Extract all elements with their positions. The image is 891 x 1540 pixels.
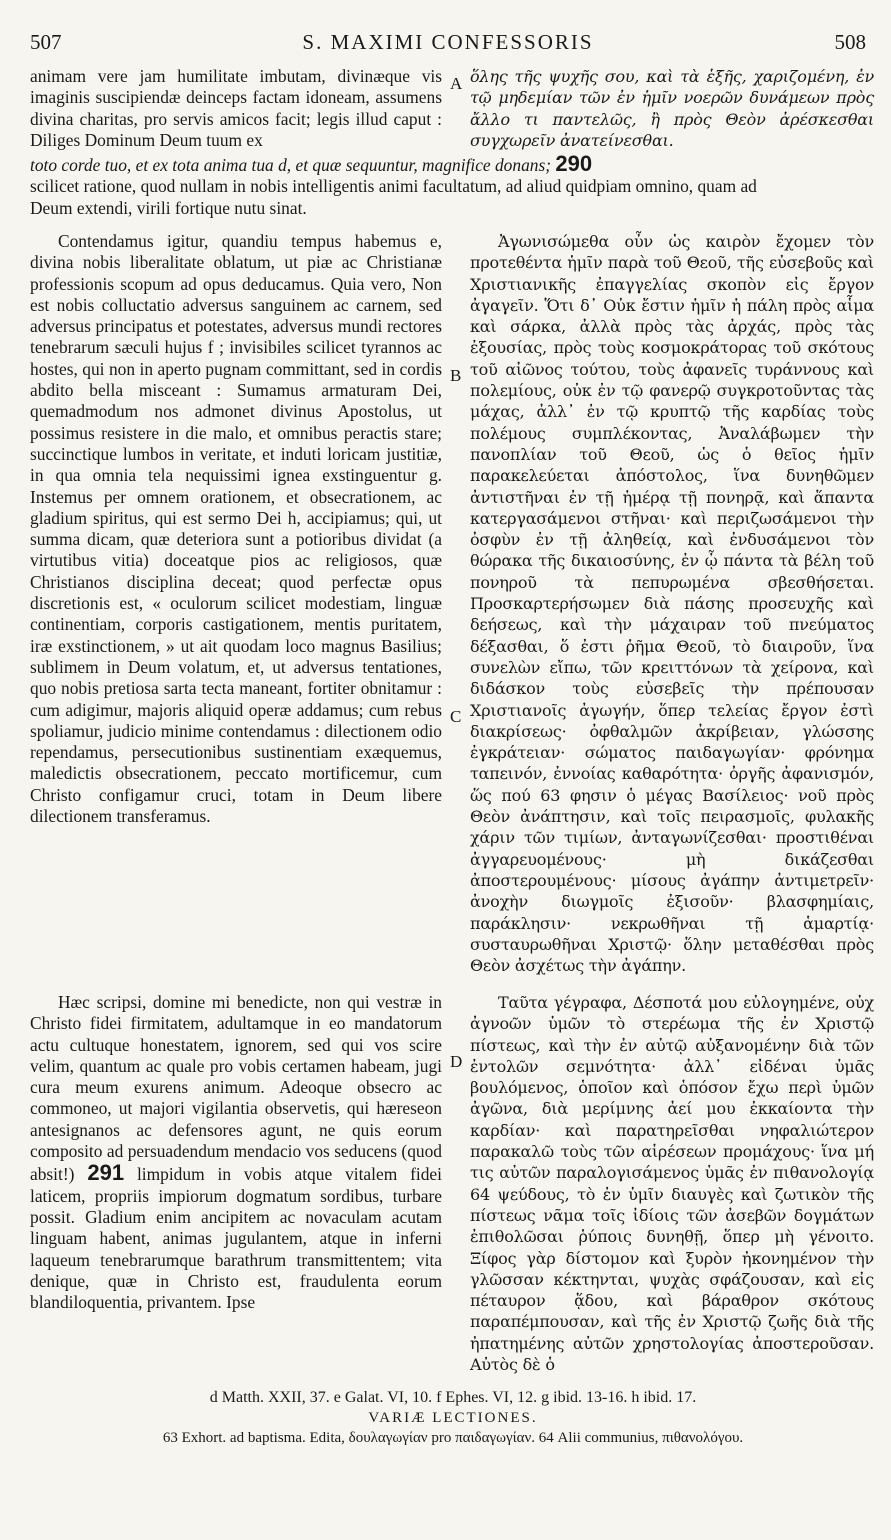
cross-line-1-text: toto corde tuo, et ex tota anima tua d, et quæ sequuntur, magnifice donans;	[30, 155, 552, 175]
greek-paragraph-3	[470, 992, 874, 1375]
variae-lectiones-text: 63 Exhort. ad baptisma. Edita, δουλαγωγίαν pro παιδαγωγίαν. 64 Alii communius, πιθανολόγου.	[162, 1430, 744, 1446]
page-number-right: 508	[834, 30, 866, 54]
page-number-left: 507	[30, 30, 62, 54]
latin-p2-text: Contendamus igitur, quandiu tempus habemus e, divina nobis liberalitate oblatum, ut piæ ac Christianæ professionis scopum ad opus deducamus. Quia vero, Non est nobis colluctatio adversus sanguinem ac carnem, sed adversus principatus et potestates, adversus mundi rectores tenebrarum sæculi hujus f ; invisibiles scilicet tyrannos ac hostes, qui non in aperto pugnam committant, sed in cordis abdito bella misceant : Sumamus armaturam Dei, quemadmodum nos admonet divinus Apostolus, ut possimus resistere in die malo, et omnibus peractis stare; succinctique lumbos in veritate, et induti loricam justitiæ, in qua omnia tela nequissimi ignea exstinguentur g. Instemus per omnem orationem, et obsecrationem, ac gladium spiritus, qui est sermo Dei h, accipiamus; qui, ut summa dicam, quæ deteriora sunt a potioribus dividat (a virtutibus vitia) doceatque pios ac religiosos, quæ Christianos disciplina deceat; quod perfectæ opus discretionis est, « oculorum scilicet modestiam, linguæ continentiam, corporis castigationem, mentis puritatem, iræ exstinctionem, » ut ait quodam loco magnus Basilius; sublimem in Deum volatum, et, ut adversus tentationes, quo nobis pretiosa sarta tecta maneant, fortiter obnitamur : cum adigimur, majoris aliquid operæ addamus; cum rebus spoliamur, judicio minime contendamus : dilectionem odio rependamus, persecutionibus sustinentiam exæquemus, maledictis obsecrationem, peccato mortificemur, cum Christo configamur cruci, totam in Deum libere dilectionem transferamus.	[30, 231, 442, 827]
column-number-291: 291	[87, 1160, 125, 1186]
column-number-290: 290	[555, 151, 593, 176]
variae-lectiones-heading: VARIÆ LECTIONES.	[368, 1410, 538, 1426]
greek-paragraph-2	[470, 231, 874, 976]
latin-paragraph-3	[30, 992, 442, 1313]
running-title: S. MAXIMI CONFESSORIS	[302, 30, 594, 54]
latin-p3	[30, 992, 442, 1313]
margin-letter-a: A	[450, 74, 463, 93]
latin-paragraph-1	[30, 66, 442, 151]
latin-paragraph-2	[30, 231, 442, 827]
latin-p1-text: animam vere jam humilitate imbutam, divinæque vis imaginis suscipiendæ deinceps factam idoneam, assumens divina charitas, pro servis amicos facit; legis illud caput : Diliges Dominum Deum tuum ex	[30, 66, 442, 150]
greek-paragraph-1	[470, 66, 874, 151]
margin-letter-c: C	[450, 707, 462, 726]
footnotes	[30, 1388, 876, 1448]
cross-line-1	[30, 153, 876, 176]
cross-line-3: Deum extendi, virili fortique nutu sinat.	[30, 197, 307, 218]
greek-p1-text: ὅλης τῆς ψυχῆς σου, καὶ τὰ ἑξῆς, χαριζομένη, ἐν τῷ μηδεμίαν τῶν ἐν ἡμῖν νοερῶν δυνάμεων πρὸς ἄλλο τι παντελῶς, ἢ πρὸς Θεὸν ἀρέσκεσθαι συγχωρεῖν ἀνατείνεσθαι.	[470, 67, 874, 150]
margin-letter-b: B	[450, 366, 462, 385]
cross-column-lines	[30, 153, 876, 219]
footnote-references: d Matth. XXII, 37. e Galat. VI, 10. f Ephes. VI, 12. g ibid. 13-16. h ibid. 17.	[209, 1389, 697, 1406]
latin-p3-text-b: limpidum in vobis atque vitalem fidei laticem, propriis impiorum dogmatum sordibus, turbare possit. Gladium enim ancipitem ac novaculam acutam linguam habent, animas jugulantem, atque in inferni laqueum tenebrarumque barathrum transmittentem; vita denique, quæ in Christo est, fraudulenta eorum blandiloquentia, privantem. Ipse	[30, 1164, 442, 1313]
margin-letter-d: D	[450, 1052, 463, 1071]
page-header	[30, 30, 866, 58]
greek-p2-text: Ἀγωνισώμεθα οὖν ὡς καιρὸν ἔχομεν τὸν προτεθέντα ἡμῖν παρὰ τοῦ Θεοῦ, τῆς εὐσεβοῦς καὶ Χριστιανικῆς ἐπαγγελίας σκοπὸν εἰς ἔργον ἀγαγεῖν. Ὅτι δ᾽ Οὐκ ἔστιν ἡμῖν ἡ πάλη πρὸς αἷμα καὶ σάρκα, ἀλλὰ πρὸς τὰς ἀρχάς, πρὸς τὰς ἐξουσίας, πρὸς τοὺς κοσμοκράτορας τοῦ σκότους τοῦ αἰῶνος τούτου, τοὺς ἀφανεῖς τυράννους καὶ πολεμίους, οὐκ ἐν τῷ φανερῷ συγκροτοῦντας τὰς μάχας, ἀλλ᾽ ἐν τῷ κρυπτῷ τῆς καρδίας τοὺς πολέμους συμπλέκοντας, Ἀναλάβωμεν τὴν πανοπλίαν τοῦ Θεοῦ, ὡς ὁ θεῖος ἡμῖν παρακελεύεται ἀπόστολος, ἵνα δυνηθῶμεν ἀντιστῆναι ἐν τῇ ἡμέρᾳ τῇ πονηρᾷ, καὶ ἅπαντα κατεργασάμενοι στῆναι· καὶ περιζωσάμενοι τὴν ὀσφὺν ἐν τῇ ἀληθείᾳ, καὶ ἐνδυσάμενοι τὸν θώρακα τῆς δικαιοσύνης, ἐν ᾧ πάντα τὰ βέλη τοῦ πονηροῦ τὰ πεπυρωμένα σβεσθήσεται. Προσκαρτερήσωμεν διὰ πάσης προσευχῆς καὶ δεήσεως, καὶ τὴν μάχαιραν τοῦ πνεύματος δέξασθαι, ὅ ἐστι ῥῆμα Θεοῦ, τὸ διαιροῦν, ἵνα συνελὼν εἴπω, τῶν κρειττόνων τὰ χείρονα, καὶ διδάσκον τοὺς εὐσεβεῖς τὴν πρέπουσαν Χριστιανοῖς ἀγωγήν, ὅπερ τελείας ἔργον ἐστὶ διακρίσεως· ὀφθαλμῶν ἀκρίβειαν, γλώσσης ἐγκράτειαν· σώματος παιδαγωγίαν· φρόνημα ταπεινόν, ἐννοίας καθαρότητα· ὀργῆς ἀφανισμόν, ὥς πού 63 φησιν ὁ μέγας Βασίλειος· νοῦ πρὸς Θεὸν ἀνάπτησιν, καὶ τοῖς πειρασμοῖς, φυλακῆς χάριν τῶν τιμίων, ἀνταγωνίζεσθαι· προστιθέναι ἀγγαρευομένους· μὴ δικάζεσθαι ἀποστερουμένους· μίσους ἀγάπην ἀντιμετρεῖν· ἀνοχὴν διωγμοῖς ἐξισοῦν· βλασφημίαις, παράκλησιν· νεκρωθῆναι τῇ ἁμαρτίᾳ· συσταυρωθῆναι Χριστῷ· ὅλην μεταθέσθαι πρὸς Θεὸν ἀσχέτως τὴν ἀγάπην.	[470, 232, 874, 976]
latin-p3-text-a: Hæc scripsi, domine mi benedicte, non qui vestræ in Christo fidei firmitatem, adultamque in eo mandatorum actu cultuque honestatem, ignorem, sed qui vos scire velim, quantum ac quale pro vobis certamen habeam, jugi cura meum exurens animum. Adeoque obsecro ac commoneo, ut majori vigilantia observetis, qui hæreseon antesignanos ac defensores agunt, ne quis eorum composito ad persuadendum mendacio vos seducens (quod absit!)	[30, 992, 442, 1185]
cross-line-2: scilicet ratione, quod nullam in nobis intelligentis animi facultatum, ad aliud quidpiam omnino, quam ad	[30, 176, 757, 197]
greek-p3-text: Ταῦτα γέγραφα, Δέσποτά μου εὐλογημένε, οὐχ ἀγνοῶν ὑμῶν τὸ στερέωμα τῆς ἐν Χριστῷ πίστεως, καὶ τὴν ἐν αὐτῷ αὐξανομένην διὰ τῶν ἐντολῶν σεμνότητα· ἀλλ᾽ εἰδέναι ὑμᾶς βουλόμενος, ὁποῖον καὶ ὁπόσον ἔχω περὶ ὑμῶν ἀγῶνα, διὰ μερίμνης ἀεί μου ἐκκαίοντα τὴν καρδίαν· καὶ παρατηρεῖσθαι νηφαλιώτερον παρακαλῶ τοὺς τῶν αἱρέσεων προμάχους· ἵνα μή τις αὐτῶν παραλογισάμενος ὑμᾶς ἐν πιθανολογίᾳ 64 ψεύδους, τὸ ἐν ὑμῖν διαυγὲς καὶ ζωτικὸν τῆς πίστεως νᾶμα τοῖς ἰδίοις τῶν ἀσεβῶν δογμάτων ἐπιθολῶσαι ῥύποις δυνηθῇ, ὅπερ μὴ γένοιτο. Ξίφος γὰρ δίστομον καὶ ξυρὸν ἠκονημένον τὴν γλῶσσαν κέκτηνται, ψυχὰς σφάζουσαν, καὶ εἰς πέταυρον ᾅδου, καὶ βάραθρον σκότους παραπέμπουσαν, καὶ τῆς ἐν Χριστῷ ζωῆς διὰ τῆς ἠπατημένης αὐτῶν χρηστολογίας ἀποστεροῦσαν. Αὐτὸς δὲ ὁ	[470, 993, 874, 1375]
